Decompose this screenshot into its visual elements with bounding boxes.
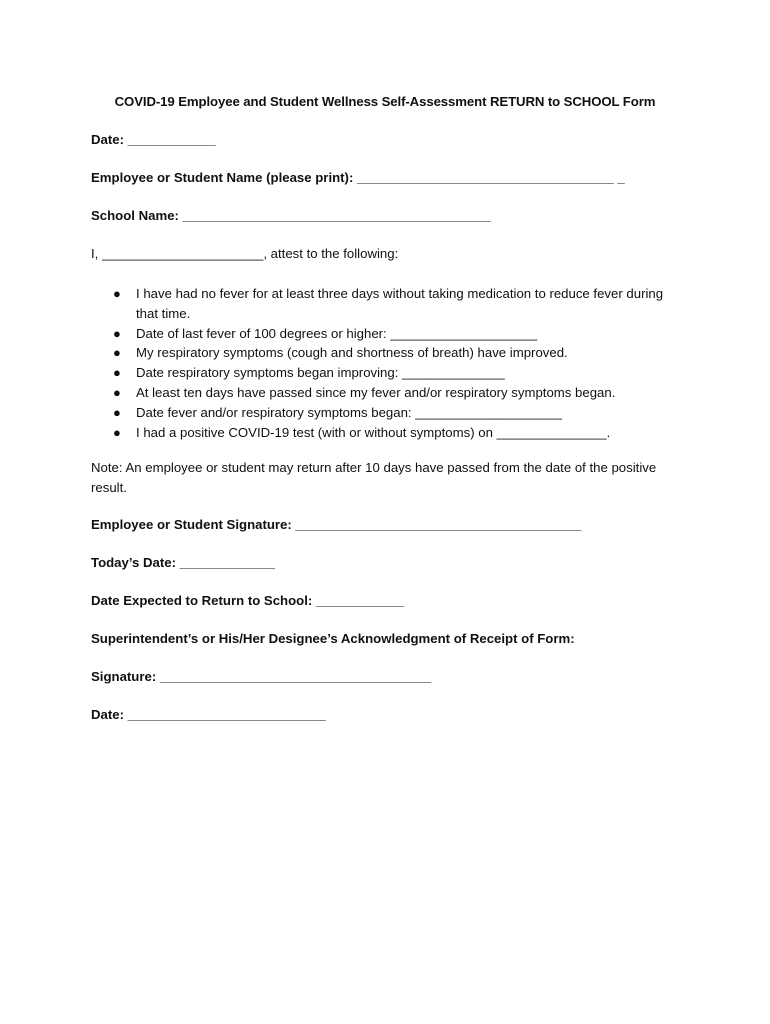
list-item bbox=[91, 383, 671, 403]
bullet-text: At least ten days have passed since my fever and/or respiratory symptoms began. bbox=[136, 384, 616, 400]
bullet-icon: ● bbox=[113, 365, 121, 381]
name-field[interactable]: Employee or Student Name (please print): ___________________________________ _ bbox=[91, 170, 625, 185]
bullet-icon: ● bbox=[113, 404, 121, 420]
positive-test-date-field[interactable]: I had a positive COVID-19 test (with or without symptoms) on _______________. bbox=[136, 424, 611, 440]
attest-line[interactable]: I, ______________________, attest to the following: bbox=[91, 246, 399, 261]
bullet-text: My respiratory symptoms (cough and shortness of breath) have improved. bbox=[136, 345, 568, 361]
bullet-icon: ● bbox=[113, 286, 121, 301]
superintendent-signature-field[interactable]: Signature: _____________________________________ bbox=[91, 669, 432, 684]
bullet-text: I have had no fever for at least three days without taking medication to reduce fever during that time. bbox=[136, 286, 664, 321]
note-text: Note: An employee or student may return after 10 days have passed from the date of the positive result. bbox=[91, 460, 657, 495]
list-item[interactable] bbox=[91, 324, 671, 344]
signature-field[interactable]: Employee or Student Signature: _______________________________________ bbox=[91, 517, 582, 532]
symptoms-began-date-field[interactable]: Date fever and/or respiratory symptoms began: ____________________ bbox=[136, 404, 562, 420]
last-fever-date-field[interactable]: Date of last fever of 100 degrees or higher: ____________________ bbox=[136, 325, 538, 341]
list-item[interactable] bbox=[91, 403, 671, 423]
list-item[interactable] bbox=[91, 363, 671, 383]
bullet-icon: ● bbox=[113, 325, 121, 341]
list-item[interactable] bbox=[91, 423, 671, 443]
bullet-icon: ● bbox=[113, 345, 121, 361]
bullet-icon: ● bbox=[113, 424, 121, 440]
form-title: COVID-19 Employee and Student Wellness Self-Assessment RETURN to SCHOOL Form bbox=[114, 94, 656, 109]
school-name-field[interactable]: School Name: __________________________________________ bbox=[91, 208, 491, 223]
return-date-field[interactable]: Date Expected to Return to School: ____________ bbox=[91, 593, 404, 608]
symptoms-improving-date-field[interactable]: Date respiratory symptoms began improving: ______________ bbox=[136, 365, 505, 381]
bullet-icon: ● bbox=[113, 384, 121, 400]
list-item bbox=[91, 284, 671, 324]
date-field[interactable]: Date: ____________ bbox=[91, 132, 216, 147]
superintendent-heading: Superintendent’s or His/Her Designee’s Acknowledgment of Receipt of Form: bbox=[91, 631, 575, 646]
superintendent-date-field[interactable]: Date: ___________________________ bbox=[91, 707, 326, 722]
list-item bbox=[91, 343, 671, 363]
attestation-list bbox=[91, 284, 671, 442]
todays-date-field[interactable]: Today’s Date: _____________ bbox=[91, 555, 276, 570]
